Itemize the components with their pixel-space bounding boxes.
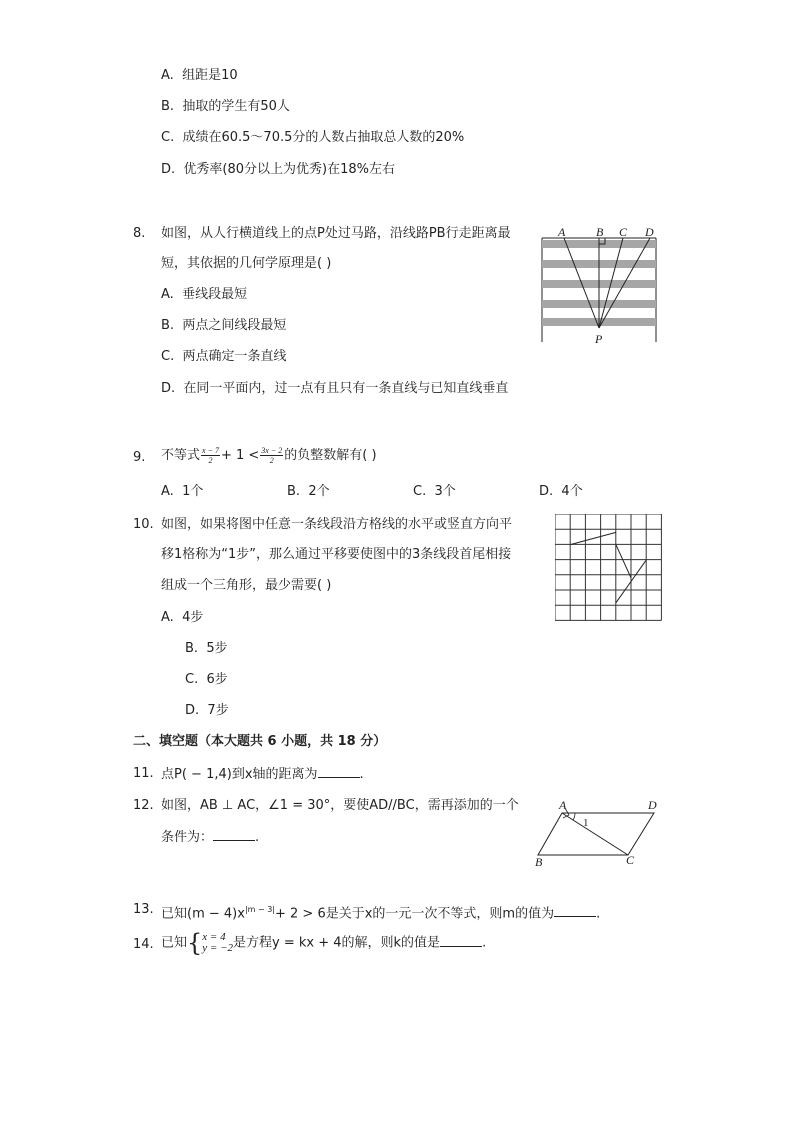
q9-option-a: A. 1个: [161, 484, 204, 499]
q8-option-c: C. 两点确定一条直线: [161, 349, 287, 364]
q11-answer-blank[interactable]: [318, 765, 360, 778]
q8-option-d: D. 在同一平面内，过一点有且只有一条直线与已知直线垂直: [161, 381, 509, 396]
q12-stem-line2: 条件为： .: [161, 830, 260, 845]
label-d: D: [645, 225, 654, 239]
q12-number: 12.: [133, 798, 154, 813]
diagonal-ac: [562, 813, 628, 855]
label-a: A: [558, 225, 566, 239]
q12-parallelogram-figure: [532, 795, 666, 869]
q14-number: 14.: [133, 937, 154, 952]
segment-1: [570, 532, 616, 544]
q10-stem-line1: 如图，如果将图中任意一条线段沿方格线的水平或竖直方向平: [161, 517, 513, 532]
quadrilateral-abcd: [538, 813, 654, 855]
label-c: C: [626, 853, 635, 867]
q8-option-a: A. 垂线段最短: [161, 287, 248, 302]
q7-option-b: B. 抽取的学生有50人: [161, 99, 290, 114]
q9-option-b: B. 2个: [287, 484, 330, 499]
q10-grid-figure: [555, 514, 663, 622]
q10-stem-line2: 移1格称为“1步”，那么通过平移要使图中的3条线段首尾相接: [161, 547, 512, 562]
q13-stem: 已知$(m - 4)x^{|m - 3|}+ 2 > 6$是关于x的一元一次不等式，则m的值为 .: [161, 905, 601, 922]
q10-option-d: D. 7步: [185, 703, 229, 718]
q8-stem-line1: 如图，从人行横道线上的点P处过马路，沿线路PB行走距离最: [161, 226, 511, 241]
label-b: B: [535, 855, 543, 869]
angle-1-label: 1: [583, 817, 589, 829]
q14-answer-blank[interactable]: [440, 934, 482, 947]
segment-2: [616, 545, 631, 579]
q9-option-c: C. 3个: [413, 484, 456, 499]
label-p: P: [595, 332, 603, 346]
q12-answer-blank[interactable]: [213, 828, 255, 841]
q7-option-a: A. 组距是10: [161, 68, 238, 83]
q10-number: 10.: [133, 517, 154, 532]
q14-stem: 已知{ x = 4 y = −2 是方程y = kx + 4的解，则k的值是 .: [161, 929, 487, 957]
q8-option-b: B. 两点之间线段最短: [161, 318, 287, 333]
label-c: C: [619, 225, 628, 239]
q10-option-b: B. 5步: [185, 641, 228, 656]
q9-stem: 不等式 $\frac{x - 7}{2}$ + 1 < $\frac{3x - 2}{2}$ 的负整数解有( ): [161, 446, 377, 465]
angle-1-arc: [573, 813, 575, 820]
q9-number: 9.: [133, 450, 146, 465]
q8-number: 8.: [133, 226, 146, 241]
q10-stem-line3: 组成一个三角形，最少需要( ): [161, 578, 332, 593]
q11-stem: 点P( − 1,4)到x轴的距离为 .: [161, 767, 364, 782]
q8-crosswalk-figure: [538, 222, 664, 346]
section-2-title: 二、填空题（本大题共 6 小题，共 18 分）: [133, 734, 387, 749]
label-d: D: [648, 798, 657, 812]
q7-option-c: C. 成绩在60.5～70.5分的人数占抽取总人数的20%: [161, 130, 465, 145]
q9-option-d: D. 4个: [539, 484, 583, 499]
label-a: A: [559, 798, 567, 812]
q13-answer-blank[interactable]: [554, 904, 596, 917]
q11-number: 11.: [133, 766, 154, 781]
q10-option-c: C. 6步: [185, 672, 228, 687]
q10-option-a: A. 4步: [161, 610, 204, 625]
q8-stem-line2: 短，其依据的几何学原理是( ): [161, 256, 332, 271]
q7-option-d: D. 优秀率(80分以上为优秀)在18%左右: [161, 162, 396, 177]
q12-stem-line1: 如图，AB ⊥ AC，∠1 = 30°，要使AD//BC，需再添加的一个: [161, 798, 519, 813]
q13-number: 13.: [133, 902, 154, 917]
label-b: B: [596, 225, 604, 239]
